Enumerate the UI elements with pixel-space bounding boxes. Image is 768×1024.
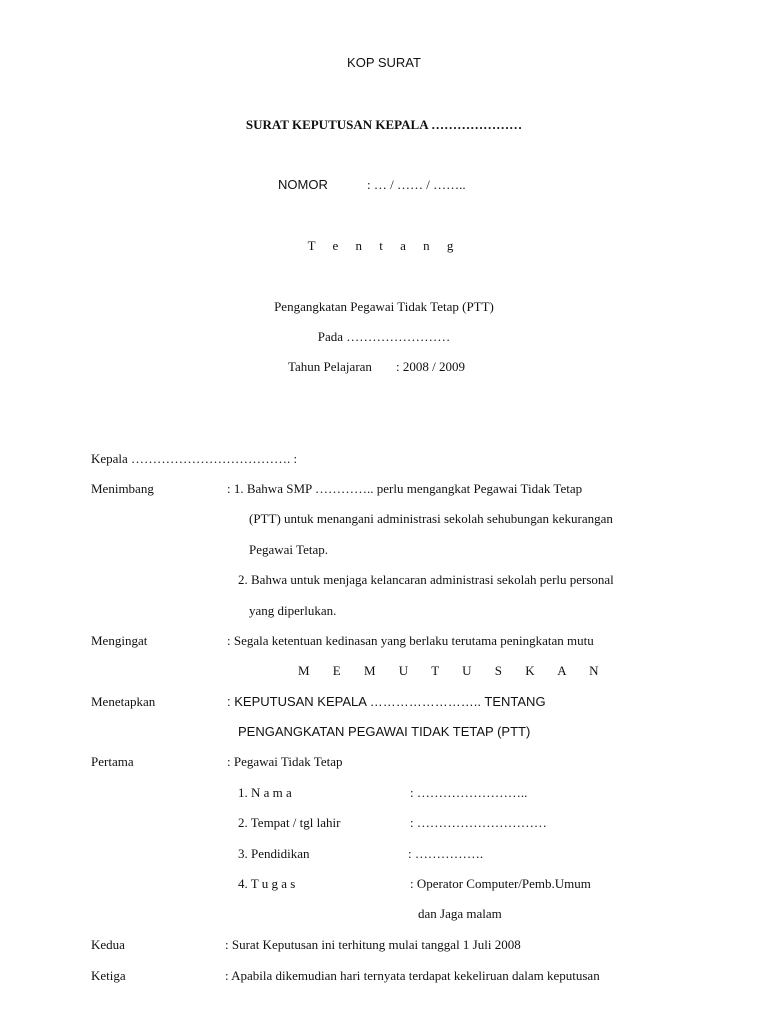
kop-surat: KOP SURAT <box>347 55 421 70</box>
pertama-text: : Pegawai Tidak Tetap <box>227 754 343 769</box>
item-pendidikan-value: : ……………. <box>408 846 484 861</box>
menimbang-p1-line3: Pegawai Tetap. <box>249 542 328 557</box>
item-tugas-value-line2: dan Jaga malam <box>418 906 502 921</box>
menetapkan-line1: : KEPUTUSAN KEPALA …………………….. TENTANG <box>227 694 546 709</box>
item-tugas-value: : Operator Computer/Pemb.Umum <box>410 876 591 891</box>
kedua-text: : Surat Keputusan ini terhitung mulai tanggal 1 Juli 2008 <box>225 937 521 952</box>
menimbang-p2-line1: 2. Bahwa untuk menjaga kelancaran administrasi sekolah perlu personal <box>238 572 614 587</box>
nomor-label: NOMOR <box>278 177 328 192</box>
pertama-label: Pertama <box>91 754 134 769</box>
kepala-line: Kepala ………………………………. : <box>91 451 298 466</box>
menimbang-p1-line2: (PTT) untuk menangani administrasi sekolah sehubungan kekurangan <box>249 511 613 526</box>
mengingat-label: Mengingat <box>91 633 148 648</box>
subject-line-1: Pengangkatan Pegawai Tidak Tetap (PTT) <box>274 299 494 314</box>
memutuskan-heading: M E M U T U S K A N <box>298 663 609 678</box>
item-tugas-label: 4. T u g a s <box>238 876 296 891</box>
menetapkan-label: Menetapkan <box>91 694 156 709</box>
nomor-value: : … / …… / …….. <box>367 177 466 192</box>
tentang-heading: T e n t a n g <box>307 238 461 253</box>
document-title: SURAT KEPUTUSAN KEPALA ………………… <box>245 117 523 132</box>
tahun-value: : 2008 / 2009 <box>396 359 465 374</box>
item-tempat-label: 2. Tempat / tgl lahir <box>238 815 341 830</box>
ketiga-label: Ketiga <box>91 968 126 983</box>
item-tempat-value: : ………………………… <box>410 815 547 830</box>
menimbang-label: Menimbang <box>91 481 154 496</box>
subject-line-2: Pada …………………… <box>317 329 451 344</box>
kedua-label: Kedua <box>91 937 125 952</box>
menimbang-p1-line1: : 1. Bahwa SMP ………….. perlu mengangkat Pegawai Tidak Tetap <box>227 481 583 496</box>
menetapkan-line2: PENGANGKATAN PEGAWAI TIDAK TETAP (PTT) <box>238 724 531 739</box>
ketiga-text: : Apabila dikemudian hari ternyata terdapat kekeliruan dalam keputusan <box>225 968 600 983</box>
tahun-label: Tahun Pelajaran <box>288 359 372 374</box>
item-pendidikan-label: 3. Pendidikan <box>238 846 310 861</box>
mengingat-text: : Segala ketentuan kedinasan yang berlaku terutama peningkatan mutu <box>227 633 594 648</box>
item-nama-label: 1. N a m a <box>238 785 292 800</box>
item-nama-value: : …………………….. <box>410 785 528 800</box>
menimbang-p2-line2: yang diperlukan. <box>249 603 337 618</box>
